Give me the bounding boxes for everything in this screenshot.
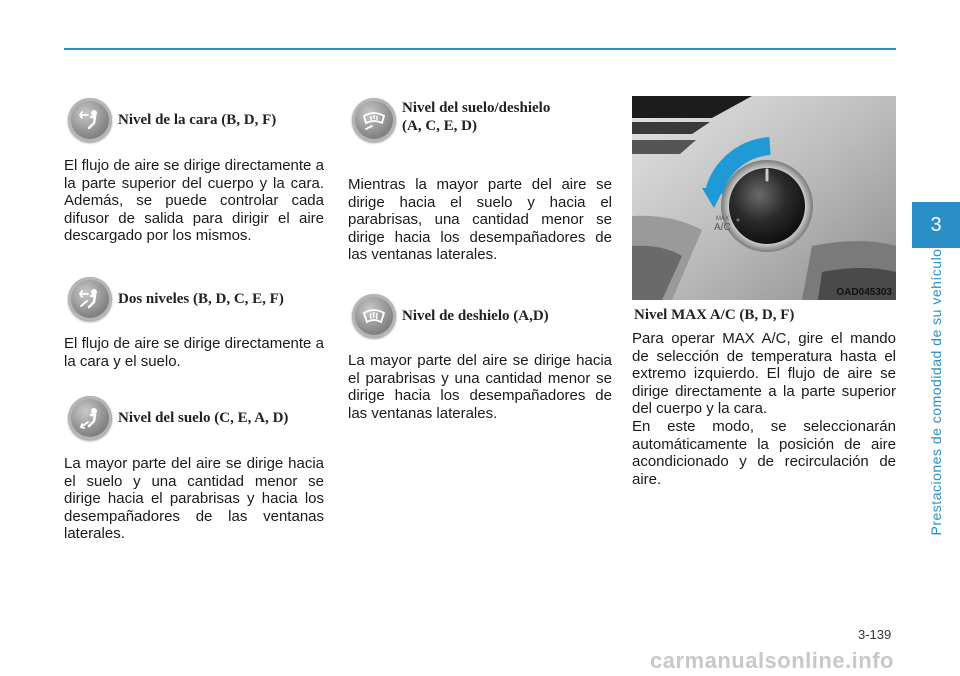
section-floor-defrost-heading xyxy=(352,98,550,142)
section-text: El flujo de aire se dirige directamente a la parte superior del cuerpo y la cara. Además, se puede controlar cada difusor de salida para dirigir el aire descargado por los mismos. xyxy=(64,157,324,244)
floor-vent-icon xyxy=(68,396,112,440)
section-face-level-heading xyxy=(68,98,276,142)
bi-level-vent-icon xyxy=(68,277,112,321)
dial-label-max: MAX xyxy=(716,216,730,222)
page-number: 3-139 xyxy=(858,627,892,642)
section-text: Para operar MAX A/C, gire el mando de selección de temperatura hasta el extremo izquierdo. El flujo de aire se dirige directamente a la parte superior del cuerpo y la cara. xyxy=(632,330,896,417)
chapter-tab: 3 xyxy=(912,202,960,248)
section-text: La mayor parte del aire se dirige hacia el parabrisas y una cantidad menor se dirige hacia los desempañadores de las ventanas laterales. xyxy=(348,352,612,422)
section-text: La mayor parte del aire se dirige hacia el suelo y una cantidad menor se dirige hacia el parabrisas y hacia los desempañadores de las ventanas laterales. xyxy=(64,455,324,542)
top-rule xyxy=(64,48,896,50)
dial-label-ac: A/C xyxy=(714,222,731,233)
floor-defrost-icon xyxy=(352,98,396,142)
section-title xyxy=(402,99,550,135)
chapter-title: Prestaciones de comodidad de su vehículo xyxy=(928,248,944,536)
watermark: carmanualsonline.info xyxy=(650,648,894,673)
section-title: Dos niveles (B, D, C, E, F) xyxy=(118,291,284,307)
section-text: Mientras la mayor parte del aire se dirige hacia el suelo y hacia el parabrisas, una cantidad menor se dirige hacia los desempañadores de las ventanas laterales. xyxy=(348,176,612,263)
section-max-ac-title: Nivel MAX A/C (B, D, F) xyxy=(634,307,795,323)
section-title: Nivel de deshielo (A,D) xyxy=(402,308,549,324)
section-title-line2: (A, C, E, D) xyxy=(402,118,477,134)
section-defrost-heading xyxy=(352,294,549,338)
section-text: En este modo, se seleccionarán automáticamente la posición de aire acondicionado y de recirculación de aire. xyxy=(632,418,896,488)
max-ac-dial-photo xyxy=(632,96,896,300)
section-floor-level-heading xyxy=(68,396,288,440)
section-title: Nivel de la cara (B, D, F) xyxy=(118,112,277,128)
defrost-icon xyxy=(352,294,396,338)
section-title-line1: Nivel del suelo/deshielo xyxy=(402,100,551,116)
photo-code: OAD045303 xyxy=(836,287,892,298)
section-text: El flujo de aire se dirige directamente a la cara y el suelo. xyxy=(64,335,324,370)
face-vent-icon xyxy=(68,98,112,142)
section-title: Nivel del suelo (C, E, A, D) xyxy=(118,410,289,426)
section-bi-level-heading xyxy=(68,277,284,321)
